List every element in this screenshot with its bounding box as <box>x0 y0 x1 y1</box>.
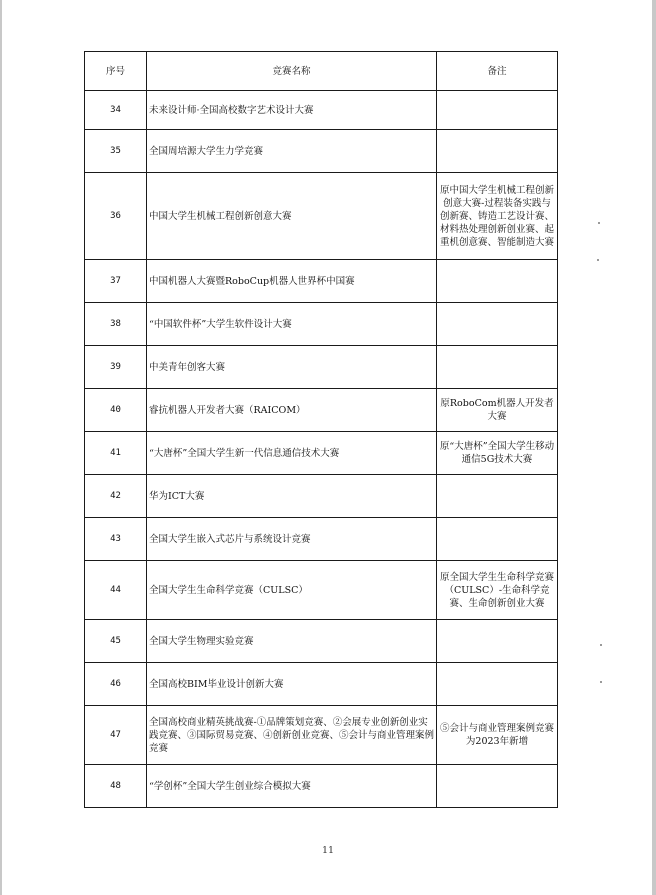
row-name: “中国软件杯”大学生软件设计大赛 <box>147 303 437 346</box>
row-index: 46 <box>85 663 147 706</box>
row-name: 中美青年创客大赛 <box>147 346 437 389</box>
row-name: 全国大学生嵌入式芯片与系统设计竞赛 <box>147 518 437 561</box>
row-note <box>437 765 558 808</box>
table-row <box>85 561 558 620</box>
row-name: 中国机器人大赛暨RoboCup机器人世界杯中国赛 <box>147 260 437 303</box>
row-note <box>437 663 558 706</box>
row-index: 47 <box>85 706 147 765</box>
row-note <box>437 518 558 561</box>
table-row <box>85 620 558 663</box>
page-left-edge <box>0 0 2 895</box>
table-row <box>85 518 558 561</box>
row-index: 34 <box>85 91 147 130</box>
row-index: 44 <box>85 561 147 620</box>
row-index: 43 <box>85 518 147 561</box>
table-row <box>85 130 558 173</box>
table-header-row <box>85 52 558 91</box>
scan-speck <box>598 222 600 224</box>
row-index: 39 <box>85 346 147 389</box>
header-index: 序号 <box>85 52 147 91</box>
page-right-edge <box>652 0 656 895</box>
row-note: 原全国大学生生命科学竞赛（CULSC）-生命科学竞赛、生命创新创业大赛 <box>437 561 558 620</box>
row-note <box>437 475 558 518</box>
table-row <box>85 389 558 432</box>
table-row <box>85 260 558 303</box>
row-index: 40 <box>85 389 147 432</box>
row-name: 全国大学生物理实验竞赛 <box>147 620 437 663</box>
row-note: 原RoboCom机器人开发者大赛 <box>437 389 558 432</box>
table-row <box>85 346 558 389</box>
scan-speck <box>597 259 599 261</box>
row-index: 42 <box>85 475 147 518</box>
scan-speck <box>600 681 602 683</box>
row-note <box>437 91 558 130</box>
row-note: 原中国大学生机械工程创新创意大赛-过程装备实践与创新赛、铸造工艺设计赛、材料热处理创新创业赛、起重机创意赛、智能制造大赛 <box>437 173 558 260</box>
scan-speck <box>600 644 602 646</box>
table-row <box>85 663 558 706</box>
table-row <box>85 765 558 808</box>
table-row <box>85 706 558 765</box>
table-row <box>85 91 558 130</box>
row-name: 睿抗机器人开发者大赛（RAICOM） <box>147 389 437 432</box>
page-number: 11 <box>321 845 335 856</box>
row-note: ⑤会计与商业管理案例竞赛为2023年新增 <box>437 706 558 765</box>
row-name: “学创杯”全国大学生创业综合模拟大赛 <box>147 765 437 808</box>
competition-table <box>84 51 558 808</box>
row-index: 45 <box>85 620 147 663</box>
row-index: 41 <box>85 432 147 475</box>
row-name: “大唐杯”全国大学生新一代信息通信技术大赛 <box>147 432 437 475</box>
row-name: 未来设计师·全国高校数字艺术设计大赛 <box>147 91 437 130</box>
table-row <box>85 432 558 475</box>
row-index: 36 <box>85 173 147 260</box>
row-name: 全国高校商业精英挑战赛-①品牌策划竞赛、②会展专业创新创业实践竞赛、③国际贸易竞赛、④创新创业竞赛、⑤会计与商业管理案例竞赛 <box>147 706 437 765</box>
row-note <box>437 260 558 303</box>
row-note <box>437 620 558 663</box>
row-index: 35 <box>85 130 147 173</box>
table-row <box>85 475 558 518</box>
table-row <box>85 173 558 260</box>
table-row <box>85 303 558 346</box>
row-name: 中国大学生机械工程创新创意大赛 <box>147 173 437 260</box>
row-name: 全国周培源大学生力学竞赛 <box>147 130 437 173</box>
row-note <box>437 303 558 346</box>
row-name: 华为ICT大赛 <box>147 475 437 518</box>
row-note: 原“大唐杯”全国大学生移动通信5G技术大赛 <box>437 432 558 475</box>
row-note <box>437 130 558 173</box>
row-index: 48 <box>85 765 147 808</box>
row-index: 38 <box>85 303 147 346</box>
row-name: 全国高校BIM毕业设计创新大赛 <box>147 663 437 706</box>
row-note <box>437 346 558 389</box>
row-name: 全国大学生生命科学竞赛（CULSC） <box>147 561 437 620</box>
header-note: 备注 <box>437 52 558 91</box>
header-name: 竞赛名称 <box>147 52 437 91</box>
row-index: 37 <box>85 260 147 303</box>
